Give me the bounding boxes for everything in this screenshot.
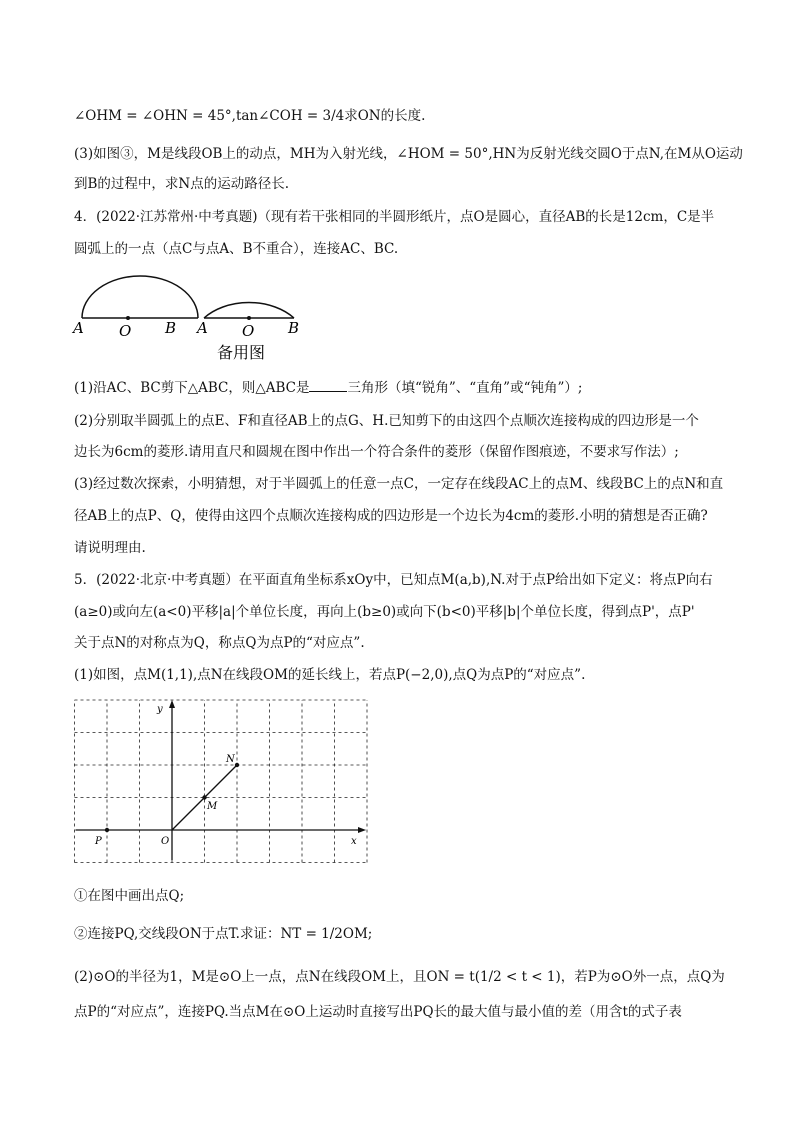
text-line-16: ①在图中画出点Q; [74, 888, 185, 904]
text-line-5: 圆弧上的一点（点C与点A、B不重合），连接AC、BC. [74, 241, 399, 257]
left-label-A: A [73, 319, 84, 337]
text-line-2: (3)如图③，M是线段OB上的动点，MH为入射光线，∠HOM = 50°,HN为反射光线交圆O于点N,在M从O运动 [74, 146, 743, 162]
q1-text: (1)沿AC、BC剪下△ABC，则△ABC是 [74, 380, 310, 396]
label-O: O [161, 836, 170, 847]
text-line-1: ∠OHM = ∠OHN = 45°,tan∠COH = 3/4求ON的长度. [74, 108, 426, 124]
answer-blank [309, 379, 347, 392]
text-line-11: 请说明理由. [74, 540, 146, 556]
right-label-B: B [288, 319, 300, 337]
semicircle-figures [70, 272, 320, 364]
right-label-A: A [197, 319, 208, 337]
left-label-B: B [165, 319, 177, 337]
text-line-17: ②连接PQ,交线段ON于点T.求证：NT = 1/2OM; [74, 926, 373, 942]
text-line-15: (1)如图，点M(1,1),点N在线段OM的延长线上，若点P(−2,0),点Q为点P的“对应点”. [74, 667, 586, 683]
text-line-18: (2)⊙O的半径为1，M是⊙O上一点，点N在线段OM上，且ON = t(1/2 < t < 1)，若P为⊙O外一点，点Q为 [74, 969, 725, 985]
label-N: N [226, 754, 235, 765]
text-line-9: (3)经过数次探索，小明猜想，对于半圆弧上的任意一点C，一定存在线段AC上的点M、线段BC上的点N和直 [74, 476, 724, 492]
label-M: M [207, 801, 218, 812]
text-line-14: 关于点N的对称点为Q，称点Q为点P的“对应点”. [74, 635, 365, 651]
text-line-7: (2)分别取半圆弧上的点E、F和直径AB上的点G、H.已知剪下的由这四个点顺次连接构成的四边形是一个 [74, 413, 699, 429]
text-line-19: 点P的“对应点”，连接PQ.当点M在⊙O上运动时直接写出PQ长的最大值与最小值的差（用含t的式子表 [74, 1004, 682, 1020]
left-label-O: O [119, 322, 132, 340]
text-line-4: 4．(2022·江苏常州·中考真题)（现有若干张相同的半圆形纸片，点O是圆心，直径AB的长是12cm，C是半 [74, 209, 715, 225]
x-axis-arrow [358, 827, 366, 833]
point-M [202, 795, 206, 799]
y-axis-arrow [169, 700, 175, 708]
label-y: y [157, 704, 163, 715]
text-line-13: (a≥0)或向左(a<0)平移|a|个单位长度，再向上(b≥0)或向下(b<0)平移|b|个单位长度，得到点P'，点P' [74, 604, 695, 620]
coordinate-grid [68, 696, 373, 866]
q1-text-end: 三角形（填“锐角”、“直角”或“钝角”）; [347, 380, 583, 396]
point-N [235, 763, 239, 767]
text-line-12: 5．(2022·北京·中考真题）在平面直角坐标系xOy中，已知点M(a,b),N.对于点P给出如下定义：将点P向右 [74, 572, 713, 588]
label-P: P [95, 836, 102, 847]
text-line-3: 到B的过程中，求N点的运动路径长. [74, 176, 290, 192]
text-line-10: 径AB上的点P、Q，使得由这四个点顺次连接构成的四边形是一个边长为4cm的菱形.小明的猜想是否正确? [74, 508, 708, 524]
right-label-O: O [242, 322, 255, 340]
label-x: x [351, 836, 357, 847]
text-line-8: 边长为6cm的菱形.请用直尺和圆规在图中作出一个符合条件的菱形（保留作图痕迹，不要求写作法）; [74, 444, 679, 460]
point-P [105, 828, 109, 832]
text-line-6 [74, 379, 582, 397]
figure-caption: 备用图 [217, 343, 266, 362]
